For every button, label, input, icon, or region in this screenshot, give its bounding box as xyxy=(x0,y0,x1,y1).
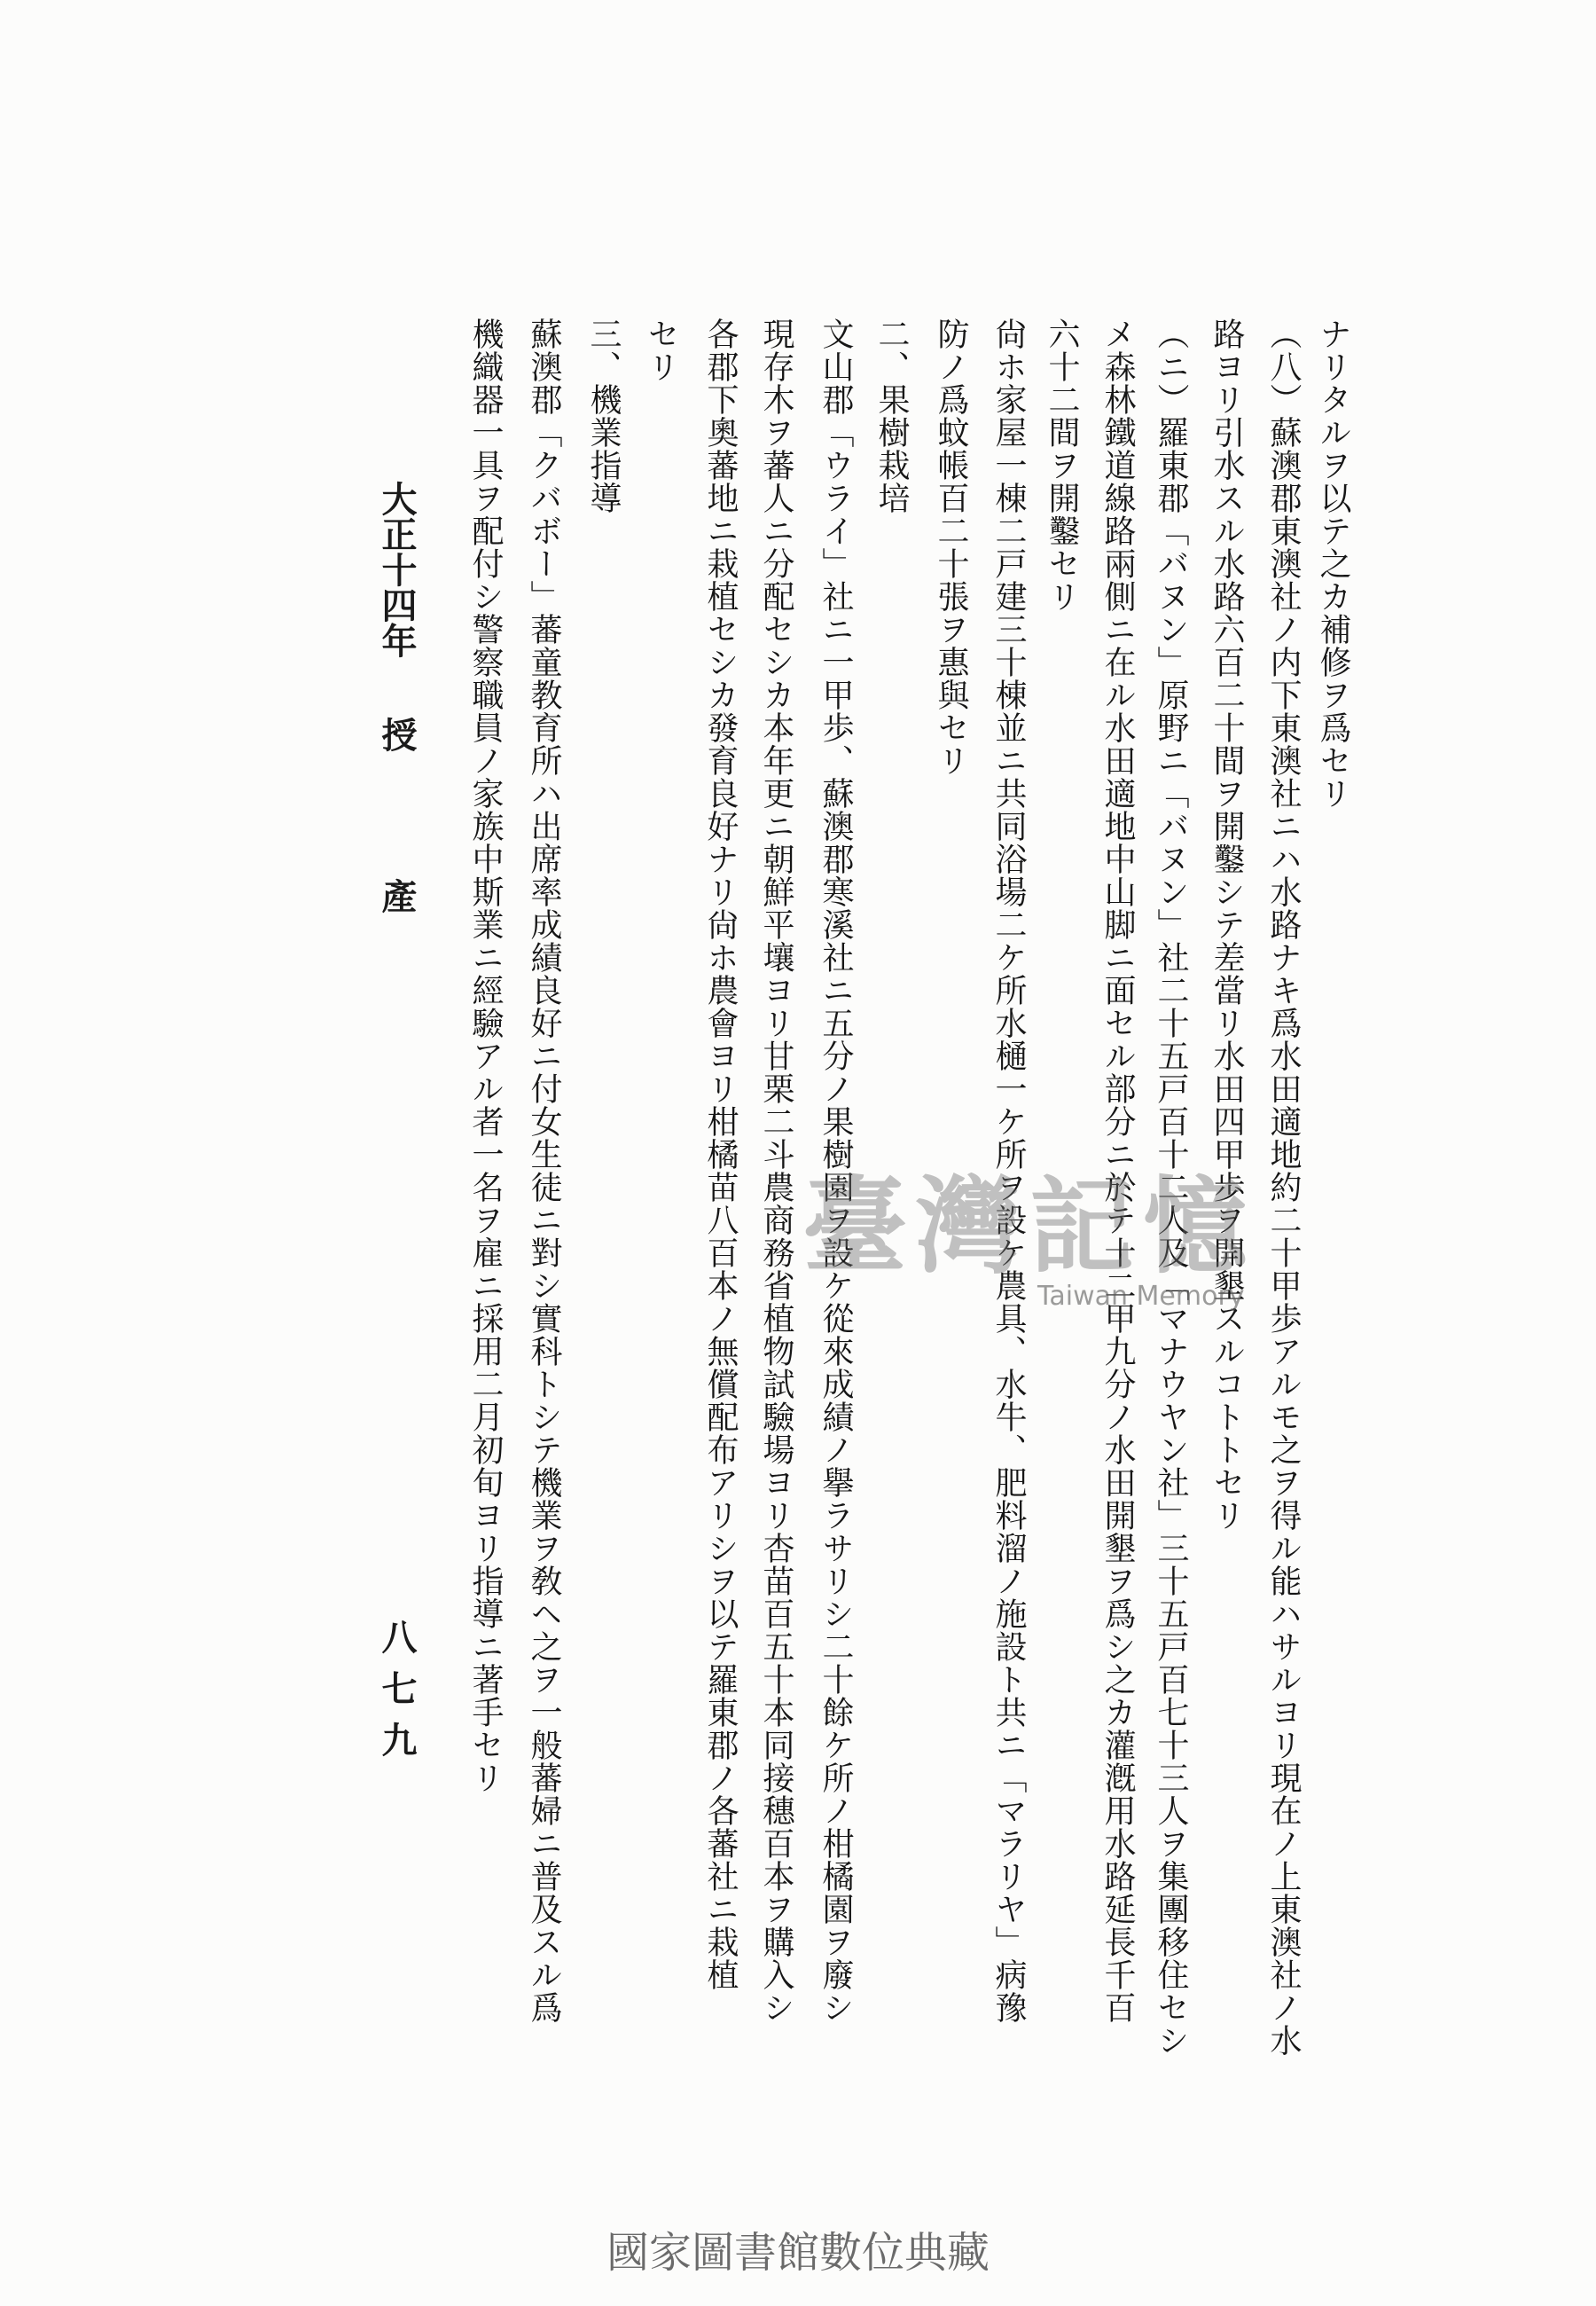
running-header-title-2: 產 xyxy=(376,878,418,914)
text-column-13: セリ xyxy=(643,318,679,383)
section-heading-weaving: 三、機業指導 xyxy=(585,318,622,514)
text-column-10: 文山郡「ウライ」社ニ一甲歩、蘇澳郡寒溪社ニ五分ノ果樹園ヲ設ケ從來成績ノ擧ラサリシ二十餘ケ所ノ柑橘園ヲ廢シ xyxy=(818,318,854,2024)
page-number: 八七九 xyxy=(376,1619,418,1773)
text-column-2-item-8: （八）蘇澳郡東澳社ノ内下東澳社ニハ水路ナキ爲水田適地約二十甲歩アルモ之ヲ得ル能ハサルヨリ現在ノ上東澳社ノ水 xyxy=(1265,318,1302,2057)
text-column-16: 機織器一具ヲ配付シ警察職員ノ家族中斯業ニ經驗アル者一名ヲ雇ニ採用二月初旬ヨリ指導ニ著手セリ xyxy=(467,318,504,1794)
archive-footer: 國家圖書館數位典藏 xyxy=(606,2228,990,2278)
text-column-15: 蘇澳郡「クバボー」蕃童教育所ハ出席率成績良好ニ付女生徒ニ對シ實科トシテ機業ヲ敎ヘ之ヲ一般蕃婦ニ普及スル爲 xyxy=(526,318,562,2024)
section-heading-fruit-trees: 二、果樹栽培 xyxy=(873,318,910,514)
text-column-5: メ森林鐵道線路兩側ニ在ル水田適地中山脚ニ面セル部分ニ於テ十二甲九分ノ水田開墾ヲ爲シ之カ灌漑用水路延長千百 xyxy=(1099,318,1136,2024)
text-column-1: ナリタルヲ以テ之カ補修ヲ爲セリ xyxy=(1315,318,1351,810)
text-column-4-item-next: （ニ）羅東郡「バヌン」原野ニ「バヌン」社二十五戸百十二人及「マナウヤン社」三十五戸百七十三人ヲ集團移住セシ xyxy=(1153,318,1189,2057)
text-column-12: 各郡下奧蕃地ニ栽植セシカ發育良好ナリ尙ホ農會ヨリ柑橘苗八百本ノ無償配布アリシヲ以テ羅東郡ノ各蕃社ニ栽植 xyxy=(702,318,739,1991)
text-column-7: 尙ホ家屋一棟二戸建三十棟並ニ共同浴場二ケ所水樋一ケ所ヲ設ケ農具、水牛、肥料溜ノ施設ト共ニ「マラリヤ」病豫 xyxy=(990,318,1027,2024)
text-column-8: 防ノ爲蚊帳百二十張ヲ惠與セリ xyxy=(933,318,969,777)
running-header-title-1: 授 xyxy=(376,717,418,752)
text-column-3: 路ヨリ引水スル水路六百二十間ヲ開鑿シテ差當リ水田四甲歩ヲ開墾スルコトトセリ xyxy=(1209,318,1245,1532)
text-column-11: 現存木ヲ蕃人ニ分配セシカ本年更ニ朝鮮平壤ヨリ甘栗二斗農商務省植物試驗場ヨリ杏苗百五十本同接穗百本ヲ購入シ xyxy=(758,318,794,2024)
text-column-6: 六十二間ヲ開鑿セリ xyxy=(1044,318,1080,613)
watermark-logo-subtitle: Taiwan Memory xyxy=(1037,1281,1245,1312)
running-header-year: 大正十四年 xyxy=(376,481,418,658)
watermark-logo-text: 臺灣記憶 xyxy=(802,1165,1257,1288)
